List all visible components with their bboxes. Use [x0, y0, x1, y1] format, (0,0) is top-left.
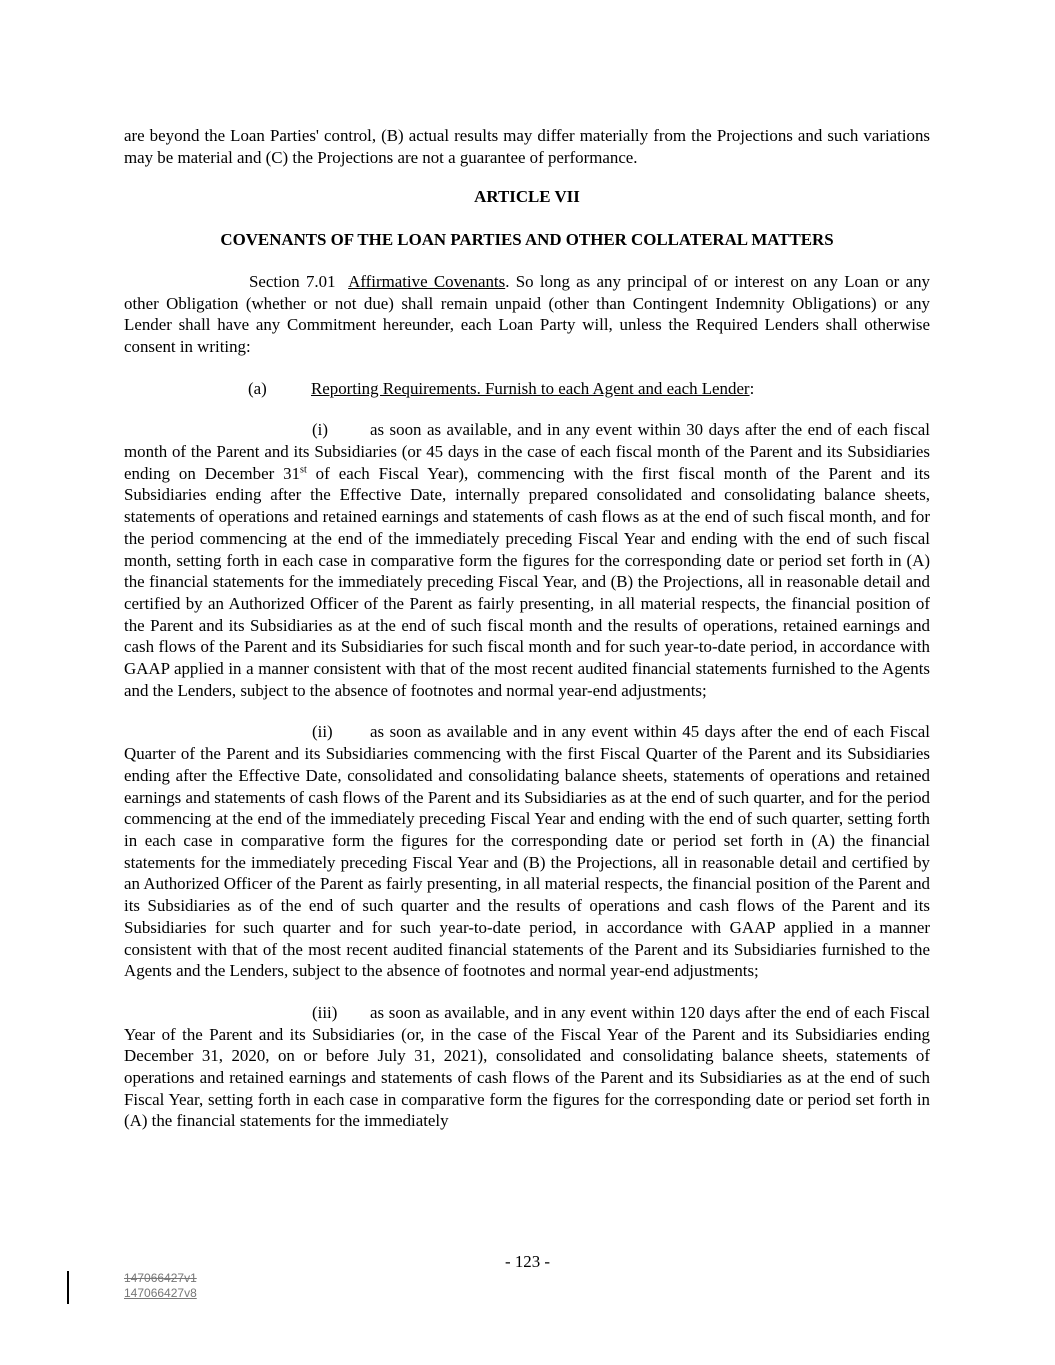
document-id-new: 147066427v8 — [124, 1286, 197, 1300]
paragraph-i-superscript: st — [300, 464, 307, 476]
section-text: . So long as any principal of or interest on any Loan or any other Obligation (whether or not due) shall remain unpaid (other than Contingent Indemnity Obligations) or any Lender shall have any Commitment hereunder, each Loan Party will, unless the Required Lenders shall otherwise consent in writing: — [124, 271, 930, 356]
subsection-a-heading — [124, 378, 930, 400]
document-page — [124, 125, 930, 1152]
revision-change-bar — [67, 1271, 69, 1304]
paragraph-i-text-b: of each Fiscal Year), commencing with the first fiscal month of the Parent and its Subsidiaries ending after the Effective Date, internally prepared consolidated and consolidating balance sheets, statements of operations and retained earnings and statements of cash flows as at the end of such fiscal month, and for the period commencing at the end of the immediately preceding Fiscal Year and ending with the end of such fiscal month, setting forth in each case in comparative form the figures for the corresponding date or period set forth in (A) the financial statements for the immediately preceding Fiscal Year, and (B) the Projections, all in reasonable detail and certified by an Authorized Officer of the Parent as fairly presenting, in all material respects, the financial position of the Parent and its Subsidiaries as at the end of such fiscal month and the results of operations, retained earnings and cash flows of the Parent and its Subsidiaries for such fiscal month and for such year-to-date period, in accordance with GAAP applied in a manner consistent with that of the most recent audited financial statements furnished to the Agents and the Lenders, subject to the absence of footnotes and normal year-end adjustments; — [124, 463, 930, 700]
article-title: ARTICLE VII — [474, 187, 580, 207]
paragraph-ii-number: (ii) — [312, 722, 333, 742]
paragraph-i-number: (i) — [312, 420, 328, 440]
section-title: Affirmative Covenants — [348, 271, 506, 291]
paragraph-i — [124, 419, 930, 701]
subsection-a-label: (a) — [248, 378, 267, 398]
paragraph-iii-number: (iii) — [312, 1002, 338, 1022]
article-subtitle: COVENANTS OF THE LOAN PARTIES AND OTHER COLLATERAL MATTERS — [220, 230, 834, 250]
subsection-a-suffix: : — [749, 378, 755, 398]
paragraph-iii-text: as soon as available, and in any event within 120 days after the end of each Fiscal Year of the Parent and its Subsidiaries (or, in the case of the Fiscal Year of the Parent and its Subsidiaries ending December 31, 2020, on or before July 31, 2021), consolidated and consolidating balance sheets, statements of operations and retained earnings and statements of cash flows of the Parent and its Subsidiaries as at the end of such Fiscal Year, setting forth in each case in comparative form the figures for the corresponding date or period set forth in (A) the financial statements for the immediately — [124, 1002, 930, 1131]
paragraph-ii-text: as soon as available and in any event within 45 days after the end of each Fiscal Quarter of the Parent and its Subsidiaries commencing with the first Fiscal Quarter of the Parent and its Subsidiaries ending after the Effective Date, consolidated and consolidating balance sheets, statements of operations and retained earnings and statements of cash flows of the Parent and its Subsidiaries as at the end of such quarter, and for the period commencing at the end of the immediately preceding Fiscal Year and ending with the end of such quarter, setting forth in each case in comparative form the figures for the corresponding date or period set forth in (A) the financial statements for the immediately preceding Fiscal Year and (B) the Projections, all in reasonable detail and certified by an Authorized Officer of the Parent as fairly presenting, in all material respects, the financial position of the Parent and its Subsidiaries as of the end of such quarter and the results of operations and cash flows of the Parent and its Subsidiaries for such quarter and for such year-to-date period, in accordance with GAAP applied in a manner consistent with that of the most recent audited financial statements of the Parent and its Subsidiaries furnished to the Agents and the Lenders, subject to the absence of footnotes and normal year-end adjustments; — [124, 722, 930, 981]
section-7-01-paragraph — [124, 271, 930, 358]
paragraph-ii — [124, 721, 930, 981]
section-number: Section 7.01 — [249, 271, 336, 291]
document-id-old: 147066427v1 — [124, 1271, 197, 1285]
paragraph-i-text-a: as soon as available, and in any event within 30 days after the end of each fiscal month of the Parent and its Subsidiaries (or 45 days in the case of each fiscal month of the Parent and its Subsidiaries ending on December 31 — [124, 420, 930, 483]
intro-paragraph: are beyond the Loan Parties' control, (B) actual results may differ materially from the Projections and such variations may be material and (C) the Projections are not a guarantee of performance. — [124, 126, 930, 167]
subsection-a-title: Reporting Requirements. Furnish to each Agent and each Lender — [311, 378, 750, 398]
paragraph-iii — [124, 1002, 930, 1132]
page-number: - 123 - — [504, 1252, 551, 1271]
document-id-footer — [124, 1271, 197, 1301]
